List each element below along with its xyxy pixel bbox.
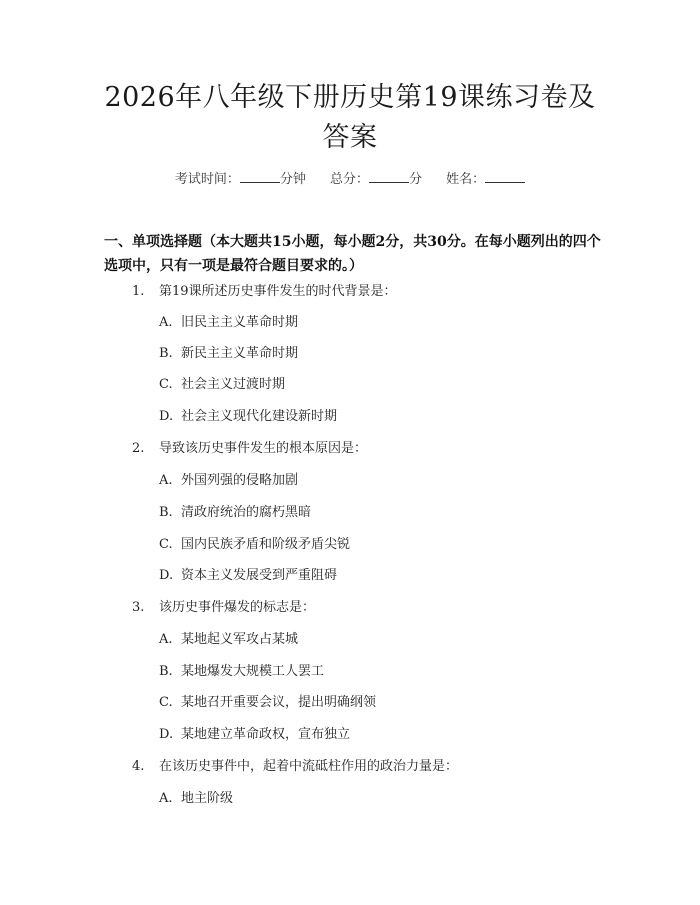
option-letter: C. — [159, 537, 173, 552]
exam-info-line — [0, 170, 700, 189]
question-number: 4. — [132, 759, 145, 774]
option-letter: D. — [159, 727, 174, 742]
option-text: 新民主主义革命时期 — [181, 346, 299, 361]
q2-option-d — [159, 567, 619, 585]
option-letter: B. — [159, 505, 173, 520]
option-text: 清政府统治的腐朽黑暗 — [181, 505, 312, 520]
q3-option-d — [159, 726, 619, 744]
q1-option-a — [159, 314, 619, 332]
option-letter: D. — [159, 568, 174, 583]
q2-option-b — [159, 504, 619, 522]
option-letter: C. — [159, 695, 173, 710]
option-text: 旧民主主义革命时期 — [181, 315, 299, 330]
question-text: 该历史事件爆发的标志是： — [159, 600, 316, 615]
name-label: 姓名： — [446, 172, 486, 187]
question-number: 2. — [132, 441, 145, 456]
q1-option-c — [159, 376, 619, 394]
total-score-label: 总分： — [329, 172, 369, 187]
exam-time-unit: 分钟 — [279, 172, 306, 187]
option-letter: B. — [159, 346, 173, 361]
question-text: 在该历史事件中，起着中流砥柱作用的政治力量是： — [159, 759, 459, 774]
section-heading: 一、单项选择题（本大题共15小题，每小题2分，共30分。在每小题列出的四个选项中，只有一项是最符合题目要求的。） — [104, 234, 601, 274]
exam-time-blank — [240, 170, 280, 183]
q3-option-a — [159, 631, 619, 649]
question-3 — [104, 599, 624, 617]
question-1 — [104, 283, 624, 301]
option-text: 某地起义军攻占某城 — [181, 632, 299, 647]
option-text: 某地召开重要会议，提出明确纲领 — [181, 695, 377, 710]
option-text: 国内民族矛盾和阶级矛盾尖锐 — [181, 537, 351, 552]
question-4 — [104, 758, 624, 776]
page-title: 2026年八年级下册历史第19课练习卷及答案 — [104, 82, 596, 153]
option-letter: B. — [159, 664, 173, 679]
option-text: 外国列强的侵略加剧 — [181, 473, 299, 488]
name-blank — [485, 170, 525, 183]
q2-option-a — [159, 472, 619, 490]
option-letter: A. — [159, 632, 173, 647]
total-score-unit: 分 — [409, 172, 423, 187]
exam-time-label: 考试时间： — [174, 172, 240, 187]
q1-option-b — [159, 345, 619, 363]
option-letter: C. — [159, 377, 173, 392]
name-field — [446, 170, 525, 189]
option-text: 地主阶级 — [181, 791, 234, 806]
question-number: 1. — [132, 284, 145, 299]
question-text: 第19课所述历史事件发生的时代背景是： — [159, 284, 397, 299]
question-text: 导致该历史事件发生的根本原因是： — [159, 441, 368, 456]
option-letter: A. — [159, 315, 173, 330]
option-letter: D. — [159, 409, 174, 424]
total-score-field — [330, 170, 422, 189]
q3-option-c — [159, 694, 619, 712]
option-letter: A. — [159, 791, 173, 806]
exam-time-field — [175, 170, 306, 189]
q3-option-b — [159, 663, 619, 681]
question-2 — [104, 440, 624, 458]
option-text: 社会主义过渡时期 — [181, 377, 286, 392]
q2-option-c — [159, 536, 619, 554]
option-text: 某地建立革命政权，宣布独立 — [181, 727, 351, 742]
q4-option-a — [159, 790, 619, 808]
total-score-blank — [369, 170, 409, 183]
q1-option-d — [159, 408, 619, 426]
question-number: 3. — [132, 600, 145, 615]
option-text: 社会主义现代化建设新时期 — [181, 409, 338, 424]
option-text: 资本主义发展受到严重阻碍 — [181, 568, 338, 583]
option-text: 某地爆发大规模工人罢工 — [181, 664, 325, 679]
option-letter: A. — [159, 473, 173, 488]
